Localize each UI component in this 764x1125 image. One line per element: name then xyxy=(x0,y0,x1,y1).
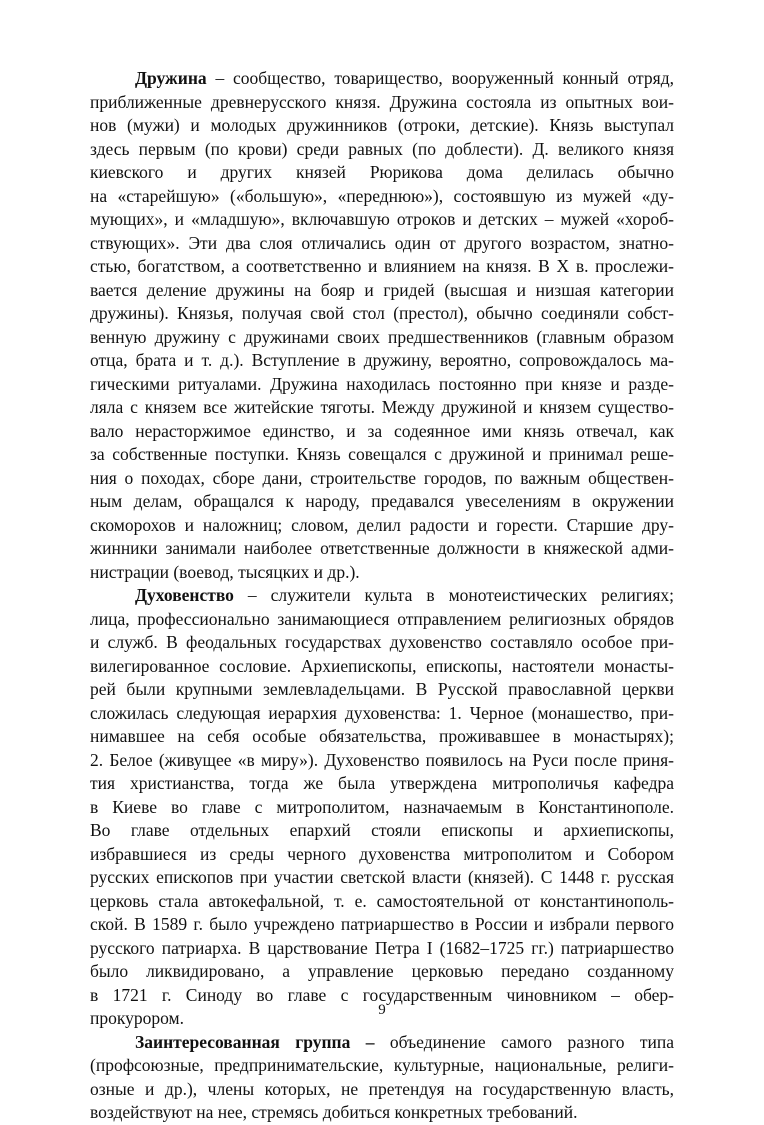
text-line: нов (мужи) и молодых дружинников (отроки, детские). Князь выступал xyxy=(90,115,674,135)
text-line: прокурором. xyxy=(90,1008,184,1028)
text-line: и служб. В феодальных государствах духовенство составляло особое при- xyxy=(90,632,674,652)
text-line: жинники занимали наиболее ответственные должности в княжеской адми- xyxy=(90,538,674,558)
entry-first-line xyxy=(90,67,674,91)
text-line: ской. В 1589 г. было учреждено патриаршество в России и избрали первого xyxy=(90,914,674,934)
text-line: Во главе отдельных епархий стояли епископы и архиепископы, xyxy=(90,820,674,840)
text-line: вается деление дружины на бояр и гридей (высшая и низшая категории xyxy=(90,279,674,300)
text-line: было ликвидировано, а управление церковью передано созданному xyxy=(90,961,674,981)
text-line: (профсоюзные, предпринимательские, культурные, национальные, религи- xyxy=(90,1055,674,1075)
text-line: здесь первым (по крови) среди равных (по доблести). Д. великого князя xyxy=(90,138,674,159)
text-line: русского патриарха. В царствование Петра I (1682–1725 гг.) патриаршество xyxy=(90,937,674,958)
text-line: венную дружину с дружинами своих предшественников (главным образом xyxy=(90,326,674,347)
glossary-entry xyxy=(90,584,674,1031)
entry-term: Духовенство xyxy=(135,585,234,605)
entry-first-line-text: – служители культа в монотеистических религиях; xyxy=(233,585,674,605)
text-line: лица, профессионально занимающиеся отправлением религиозных обрядов xyxy=(90,608,674,629)
document-page xyxy=(90,67,674,1125)
text-line: сложилась следующая иерархия духовенства: 1. Черное (монашество, при- xyxy=(90,702,674,723)
text-line: ния о походах, сборе дани, строительстве городов, по важным обществен- xyxy=(90,467,674,488)
entry-first-line xyxy=(90,1031,674,1055)
text-line: в Киеве во главе с митрополитом, назначаемым в Константинополе. xyxy=(90,796,674,817)
text-line: вилегированное сословие. Архиепископы, епископы, настоятели монасты- xyxy=(90,655,674,676)
text-line: нистрации (воевод, тысяцких и др.). xyxy=(90,561,360,582)
text-line: вало нерасторжимое единство, и за содеянное ими князь отвечал, как xyxy=(90,420,674,441)
text-line: стью, богатством, а соответственно и влиянием на князя. В X в. прослежи- xyxy=(90,256,674,276)
entry-term: Заинтересованная группа – xyxy=(135,1031,375,1052)
text-line: озные и др.), члены которых, не претендуя на государственную власть, xyxy=(90,1078,674,1099)
entry-first-line xyxy=(90,584,674,608)
text-line: воздействуют на нее, стремясь добиться конкретных требований. xyxy=(90,1102,578,1122)
text-line: приближенные древнерусского князя. Дружина состояла из опытных вои- xyxy=(90,91,674,112)
entry-first-line-text: объединение самого разного типа xyxy=(374,1031,675,1052)
page-number: 9 xyxy=(378,1002,386,1018)
text-line: церковь стала автокефальной, т. е. самостоятельной от константинополь- xyxy=(90,890,674,911)
entry-term: Дружина xyxy=(135,68,207,88)
text-line: скоморохов и наложниц; словом, делил радости и горести. Старшие дру- xyxy=(90,514,674,535)
text-line: киевского и других князей Рюрикова дома делилась обычно xyxy=(90,162,674,182)
text-line: тия христианства, тогда же была утверждена митрополичья кафедра xyxy=(90,773,674,793)
text-line: дружины). Князья, получая свой стол (престол), обычно соединяли собст- xyxy=(90,303,674,323)
text-line: рей были крупными землевладельцами. В Русской православной церкви xyxy=(90,679,674,699)
text-line: 2. Белое (живущее «в миру»). Духовенство появилось на Руси после приня- xyxy=(90,749,674,770)
text-line: русских епископов при участии светской власти (князей). С 1448 г. русская xyxy=(90,867,674,887)
text-line: за собственные поступки. Князь совещался с дружиной и принимал реше- xyxy=(90,444,674,464)
text-line: избравшиеся из среды черного духовенства митрополитом и Собором xyxy=(90,843,674,864)
text-line: ствующих». Эти два слоя отличались один от другого возрастом, знатно- xyxy=(90,232,674,253)
text-line: в 1721 г. Синоду во главе с государственным чиновником – обер- xyxy=(90,984,674,1005)
text-line: нимавшее на себя особые обязательства, проживавшее в монастырях); xyxy=(90,726,674,746)
text-line: мующих», и «младшую», включавшую отроков и детских – мужей «хороб- xyxy=(90,209,674,229)
text-line: отца, брата и т. д.). Вступление в дружину, вероятно, сопровождалось ма- xyxy=(90,350,674,370)
text-line: гическими ритуалами. Дружина находилась постоянно при князе и разде- xyxy=(90,373,674,394)
entry-first-line-text: – сообщество, товарищество, вооруженный конный отряд, xyxy=(206,68,674,88)
glossary-entry xyxy=(90,67,674,584)
text-line: на «старейшую» («большую», «переднюю»), состоявшую из мужей «ду- xyxy=(90,185,674,206)
text-line: ляла с князем все житейские тяготы. Между дружиной и князем существо- xyxy=(90,397,674,417)
glossary-entry xyxy=(90,1031,674,1125)
text-line: ным делам, обращался к народу, предавался увеселениям в окружении xyxy=(90,491,674,511)
